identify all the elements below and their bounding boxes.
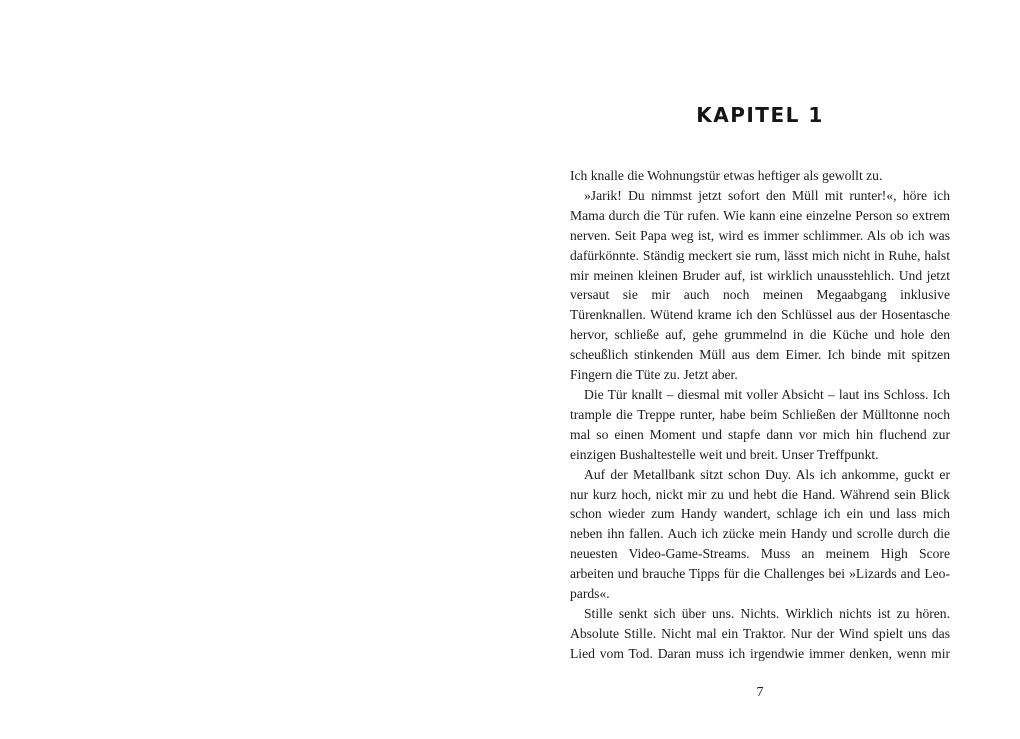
paragraph: Die Tür knallt – diesmal mit voller Absicht – laut ins Schloss. Ich trample die Treppe runter, habe beim Schließen der Mülltonne noch mal so einen Moment und stapfe dann vor mich hin fluchend zur einzigen Bushaltestelle weit und breit. Unser Treffpunkt. bbox=[570, 386, 950, 462]
chapter-body bbox=[570, 166, 950, 664]
paragraph: »Jarik! Du nimmst jetzt sofort den Müll mit runter!«, höre ich Mama durch die Tür rufen. Wie kann eine einzelne Person so extrem nerven. Seit Papa weg ist, wird es immer schlimmer. Als ob ich was dafürkönnte. Ständig meckert sie rum, lässt mich nicht in Ruhe, halst mir meinen kleinen Bruder auf, ist wirklich unausstehlich. Und jetzt versaut sie mir auch noch meinen Megaabgang inklusive Türenknallen. Wütend krame ich den Schlüssel aus der Hosentasche hervor, schließe auf, gehe grummelnd in die Küche und hole den scheußlich stinkenden Müll aus dem Eimer. Ich binde mit spitzen Fingern die Tüte zu. Jetzt aber. bbox=[570, 187, 950, 383]
chapter-title: KAPITEL 1 bbox=[696, 103, 824, 127]
paragraph: Ich knalle die Wohnungstür etwas heftiger als gewollt zu. bbox=[570, 168, 883, 183]
right-page bbox=[510, 0, 1020, 739]
page-number: 7 bbox=[756, 685, 764, 700]
paragraph: Stille senkt sich über uns. Nichts. Wirklich nichts ist zu hören. Absolute Stille. Nicht mal ein Traktor. Nur der Wind spielt uns das Lied vom Tod. Daran muss ich irgendwie immer denken, wenn mir bbox=[570, 605, 950, 661]
paragraph: Auf der Metallbank sitzt schon Duy. Als ich ankomme, guckt er nur kurz hoch, nickt mir zu und hebt die Hand. Während sein Blick schon wieder zum Handy wandert, schlage ich ein und lass mich neben ihn fallen. Auch ich zücke mein Handy und scrolle durch die neuesten Video-Game-Streams. Muss an meinem High Score arbeiten und brauche Tipps für die Challenges bei »Lizards and Leopards«. bbox=[570, 466, 950, 602]
